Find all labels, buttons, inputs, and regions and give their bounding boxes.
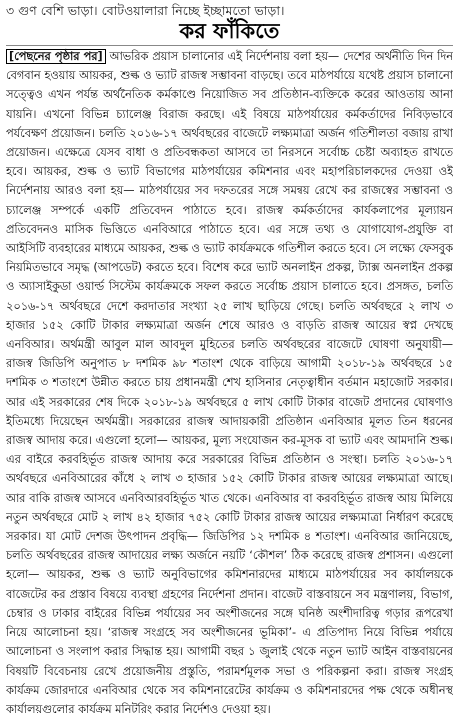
article-headline: কর ফাঁকিতে [179,19,280,43]
article-body [6,47,453,721]
continued-from-label: [পেছনের পৃষ্ঠার পর] [6,49,106,64]
article-paragraph [6,47,453,719]
headline-divider [6,45,453,46]
article-body-text: আভরিক প্রয়াস চালানোর এই নির্দেশনায় বলা হয়— দেশের অর্থনীতি দিন দিন বেগবান হওয়ায় আয়কর, শুল্ক ও ভ্যাট রাজস্ব সম্ভাবনা বাড়ছে। তবে মাঠপর্যায়ে যথেষ্ট প্রয়াস চালানো সত্ত্বেও এখন পর্যন্ত অর্থনৈতিক কর্মকাণ্ডে নিয়োজিত সব প্রতিষ্ঠান-ব্যক্তিকে করের আওতায় আনা যায়নি। এখনো বিভিন্ন চ্যালেঞ্জ বিরাজ করছে। এই বিষয়ে মাঠপর্যায়ের কর্মকর্তাদের নিবিড়ভাবে পর্যবেক্ষণ প্রয়োজন। চলতি ২০১৬-১৭ অর্থবছরের বাজেটে লক্ষ্যমাত্রা অর্জন গতিশীলতা বজায় রাখা প্রয়োজন। এক্ষেত্রে যেসব বাধা ও প্রতিবন্ধকতা আসবে তা নিরসনে সর্বোচ্চ চেষ্টা অব্যাহত রাখতে হবে। আয়কর, শুল্ক ও ভ্যাট বিভাগের মাঠপর্যায়ের কমিশনার এবং মহাপরিচালকদের দেওয়া ওই নির্দেশনায় আরও বলা হয়— মাঠপর্যায়ের সব দফতরের সঙ্গে সমন্বয় রেখে কর রাজস্বের সম্ভাবনা ও চ্যালেঞ্জ সম্পর্কে একটি প্রতিবেদন পাঠাতে হবে। রাজস্ব কর্মকর্তাদের কার্যকলাপের মূল্যায়ন প্রতিবেদনও মাসিক ভিত্তিতে এনবিআরে পাঠাতে হবে। এর সঙ্গে তথ্য ও যোগাযোগ-প্রযুক্তি বা আইসিটি ব্যবহারের মাধ্যমে আয়কর, শুল্ক ও ভ্যাট কার্যক্রমকে গতিশীল করতে হবে। সে লক্ষ্যে ফেসবুক নিয়মিতভাবে সমৃদ্ধ (আপডেট) করতে হবে। বিশেষ করে ভ্যাট অনলাইন প্রকল্প, ট্যাক্স অনলাইন প্রকল্প ও অ্যাসাইকুডা ওয়ার্ল্ড সিস্টেম কার্যক্রমকে সফল করতে সর্বোচ্চ প্রয়াস চালাতে হবে। প্রসঙ্গত, চলতি ২০১৬-১৭ অর্থবছরে দেশে করদাতার সংখ্যা ২৫ লাখ ছাড়িয়ে গেছে। চলতি অর্থবছরে ২ লাখ ৩ হাজার ১৫২ কোটি টাকার লক্ষ্যমাত্রা অর্জন শেষে আরও ও বাড়তি রাজস্ব আয়ের স্বপ্ন দেখছে এনবিআর। অর্থমন্ত্রী আবুল মাল আবদুল মুহিতের চলতি অর্থবছরের বাজেটে ঘোষণা অনুযায়ী— রাজস্ব জিডিপি অনুপাত ৮ দশমিক ৯৮ শতাংশ থেকে বাড়িয়ে আগামী ২০১৮-১৯ অর্থবছরে ১৫ দশমিক ৩ শতাংশে উন্নীত করতে চায় প্রধানমন্ত্রী শেখ হাসিনার নেতৃত্বাধীন বর্তমান মহাজোট সরকার। আর এই সরকারের শেষ দিকে ২০১৮-১৯ অর্থবছরে ৫ লাখ কোটি টাকার বাজেট প্রদানের ঘোষণাও ইতিমধ্যে দিয়েছেন অর্থমন্ত্রী। সরকারের রাজস্ব আদায়কারী প্রতিষ্ঠান এনবিআর মূলত তিন ধরনের রাজস্ব আদায় করে। এগুলো হলো— আয়কর, মূল্য সংযোজন কর-মূসক বা ভ্যাট এবং আমদানি শুল্ক। এর বাইরে করবহির্ভূত রাজস্ব আদায় করে সরকারের বিভিন্ন প্রতিষ্ঠান ও সংস্থা। চলতি ২০১৬-১৭ অর্থবছরে এনবিআরের কাঁধে ২ লাখ ৩ হাজার ১৫২ কোটি টাকার রাজস্ব আয়ের লক্ষ্যমাত্রা আছে। আর বাকি রাজস্ব আসবে এনবিআরবহির্ভূত খাত থেকে। এনবিআর বা করবহির্ভূত রাজস্ব আয় মিলিয়ে নতুন অর্থবছরে মোট ২ লাখ ৪২ হাজার ৭৫২ কোটি টাকার রাজস্ব আয়ের লক্ষ্যমাত্রা নির্ধারণ করেছে সরকার। যা মোট দেশজ উৎপাদন প্রবৃদ্ধি— জিডিপির ১২ দশমিক ৪ শতাংশ। এনবিআর জানিয়েছে, চলতি অর্থবছরের রাজস্ব আদায়ের লক্ষ্য অর্জনে নয়টি ‘কৌশল’ ঠিক করেছে রাজস্ব প্রশাসন। এগুলো হলো— আয়কর, শুল্ক ও ভ্যাট অনুবিভাগের কমিশনারদের মাধ্যমে মাঠপর্যায়ের সব কার্যালয়কে বাজেটের কর প্রস্তাব বিষয়ে ব্যবস্থা গ্রহণের নির্দেশনা প্রদান। বাজেট বাস্তবায়নে সব মন্ত্রণালয়, বিভাগ, চেম্বার ও ঢাকার বাইরের বিভিন্ন পর্যায়ের সব অংশীজনের সঙ্গে ঘনিষ্ঠ অংশীদারিত্ব গড়ার রূপরেখা নিয়ে আলোচনা হয়। ‘রাজস্ব সংগ্রহে সব অংশীজনের ভূমিকা’- এ প্রতিপাদ্য নিয়ে বিভিন্ন পর্যায়ে আলোচনা ও সংলাপ করার সিদ্ধান্ত হয়। আগামী বছর ১ জুলাই থেকে নতুন ভ্যাট আইন বাস্তবায়নের বিষয়টি বিবেচনায় রেখে প্রয়োজনীয় প্রস্তুতি, পরামর্শমূলক সভা ও পরিকল্পনা করা। রাজস্ব সংগ্রহ কার্যক্রম জোরদারে এনবিআর থেকে সব কমিশনারেটের কার্যক্রম ও কমিশনারদের পক্ষ থেকে অধীনস্থ কার্যালয়গুলোর কার্যক্রম মনিটরিং করার নির্দেশও দেওয়া হয়। [6,50,453,716]
previous-article-tail: ৩ গুণ বেশি ভাড়া। বোটওয়ালারা নিচ্ছে ইচ্ছামতো ভাড়া। [6,3,285,18]
